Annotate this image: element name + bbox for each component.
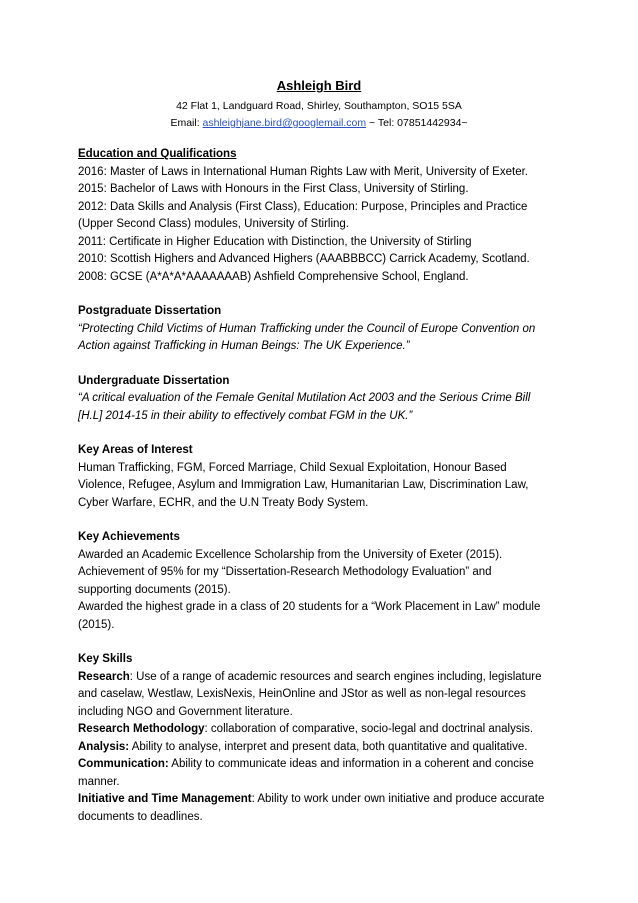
- postgrad-title-line: Action against Trafficking in Human Beings: The UK Experience.”: [78, 340, 410, 352]
- skill-initiative-cont: documents to deadlines.: [78, 810, 203, 823]
- skill-communication-cont: manner.: [78, 775, 120, 788]
- education-line: 2011: Certificate in Higher Education with Distinction, the University of Stirling: [78, 235, 472, 248]
- education-line: 2012: Data Skills and Analysis (First Class), Education: Purpose, Principles and Practice: [78, 200, 528, 213]
- education-line: (Upper Second Class) modules, University of Stirling.: [78, 218, 349, 230]
- skill-research-cont: including NGO and Government literature.: [78, 705, 293, 718]
- skill-analysis-label: Analysis:: [78, 740, 130, 753]
- skill-methodology-label: Research Methodology: [78, 723, 205, 735]
- cv-header: [0, 78, 638, 131]
- skill-methodology-text: : collaboration of comparative, socio-legal and doctrinal analysis.: [204, 723, 534, 735]
- skill-research-cont: and caselaw, Westlaw, LexisNexis, HeinOnline and JStor as well as non-legal resources: [78, 688, 526, 700]
- skill-methodology: [78, 721, 566, 739]
- postgrad-heading: Postgraduate Dissertation: [78, 305, 222, 317]
- skill-communication-text: Ability to communicate ideas and information in a coherent and concise: [168, 758, 534, 770]
- education-line: 2010: Scottish Highers and Advanced Highers (AAABBBCC) Carrick Academy, Scotland.: [78, 253, 530, 265]
- education-section: [78, 146, 566, 286]
- interests-line: Violence, Refugee, Asylum and Immigration Law, Humanitarian Law, Discrimination Law,: [78, 479, 529, 491]
- interests-line: Cyber Warfare, ECHR, and the U.N Treaty Body System.: [78, 496, 369, 509]
- education-line: 2016: Master of Laws in International Human Rights Law with Merit, University of Exeter.: [78, 165, 528, 178]
- undergrad-heading: Undergraduate Dissertation: [78, 374, 230, 387]
- phone-text: ~ Tel: 07851442934~: [366, 117, 468, 129]
- skill-initiative-label: Initiative and Time Management: [78, 793, 252, 805]
- interests-section: [78, 442, 566, 512]
- achievement-line: supporting documents (2015).: [78, 583, 231, 596]
- skill-research: [78, 669, 566, 687]
- contact-line: [0, 116, 638, 131]
- skills-section: [78, 651, 566, 826]
- interests-heading: Key Areas of Interest: [78, 444, 193, 456]
- achievement-line: Awarded the highest grade in a class of 20 students for a “Work Placement in Law” module: [78, 601, 541, 613]
- skill-research-text: : Use of a range of academic resources and search engines including, legislature: [129, 670, 542, 683]
- postgrad-section: [78, 303, 566, 356]
- achievement-line: Awarded an Academic Excellence Scholarship from the University of Exeter (2015).: [78, 548, 503, 561]
- undergrad-title-line: “A critical evaluation of the Female Genital Mutilation Act 2003 and the Serious Crime Bill: [78, 392, 531, 404]
- candidate-name: Ashleigh Bird: [276, 78, 362, 93]
- education-heading: Education and Qualifications: [78, 148, 237, 160]
- skill-research-label: Research: [78, 670, 130, 683]
- cv-body: [78, 146, 566, 843]
- address-line: 42 Flat 1, Landguard Road, Shirley, Southampton, SO15 5SA: [176, 100, 462, 112]
- achievements-heading: Key Achievements: [78, 531, 180, 543]
- achievement-line: (2015).: [78, 618, 115, 631]
- skill-initiative: [78, 791, 566, 809]
- email-link[interactable]: ashleighjane.bird@googlemail.com: [202, 117, 367, 129]
- skills-heading: Key Skills: [78, 653, 133, 665]
- skill-initiative-text: : Ability to work under own initiative and produce accurate: [251, 793, 545, 805]
- achievement-line: Achievement of 95% for my “Dissertation-Research Methodology Evaluation” and: [78, 566, 492, 578]
- interests-line: Human Trafficking, FGM, Forced Marriage, Child Sexual Exploitation, Honour Based: [78, 461, 507, 474]
- skill-analysis-text: Ability to analyse, interpret and present data, both quantitative and qualitative.: [129, 740, 528, 753]
- achievements-section: [78, 529, 566, 634]
- postgrad-title-line: “Protecting Child Victims of Human Trafficking under the Council of Europe Convention on: [78, 322, 536, 335]
- education-line: 2008: GCSE (A*A*A*AAAAAAAB) Ashfield Comprehensive School, England.: [78, 270, 469, 283]
- undergrad-section: [78, 373, 566, 426]
- email-label: Email:: [170, 117, 203, 129]
- skill-communication: [78, 756, 566, 774]
- skill-analysis: [78, 739, 566, 757]
- education-line: 2015: Bachelor of Laws with Honours in the First Class, University of Stirling.: [78, 183, 469, 195]
- undergrad-title-line: [H.L] 2014-15 in their ability to effectively combat FGM in the UK.”: [78, 409, 413, 422]
- skill-communication-label: Communication:: [78, 758, 169, 770]
